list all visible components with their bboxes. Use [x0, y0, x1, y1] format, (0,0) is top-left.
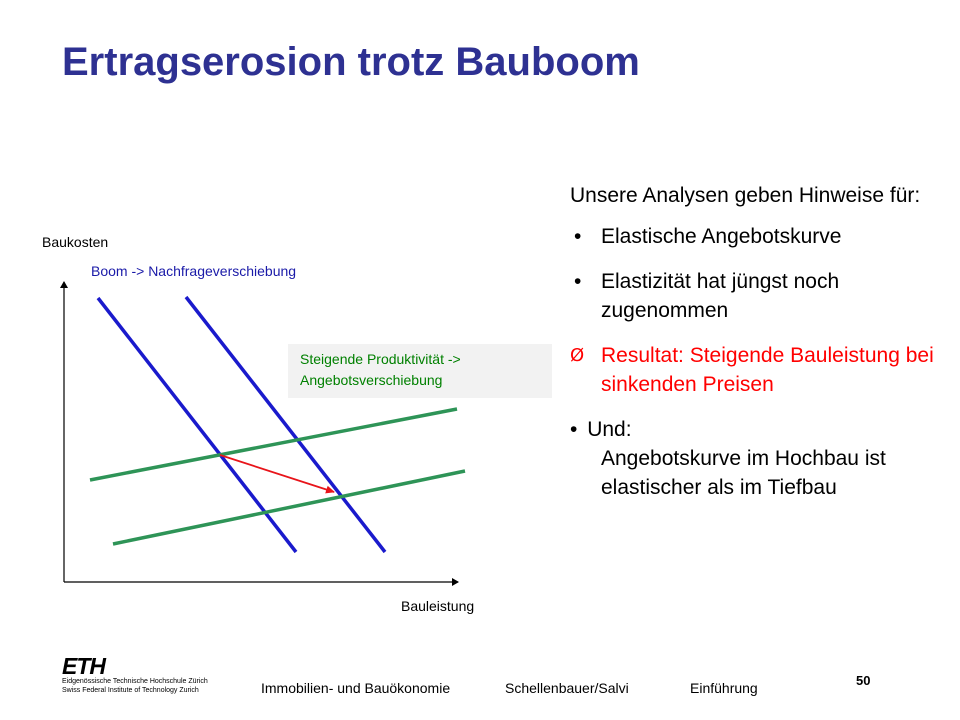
- footer-course: Immobilien- und Bauökonomie: [261, 680, 451, 696]
- equilibrium-shift-arrow: [220, 455, 334, 492]
- bullet-elasticity-increase: [570, 267, 940, 325]
- bullet-text: Resultat: Steigende Bauleistung bei sinkenden Preisen: [601, 344, 934, 396]
- supply-shift-label-line-2: Angebotsverschiebung: [300, 372, 443, 388]
- bullet-text: Elastische Angebotskurve: [601, 225, 842, 248]
- bullet-result: [570, 341, 940, 399]
- bullet-text: Elastizität hat jüngst noch zugenommen: [601, 270, 840, 322]
- demand-curve-shifted: [186, 297, 385, 552]
- analysis-intro: Unsere Analysen geben Hinweise für:: [570, 184, 921, 207]
- und-label: Und:: [587, 418, 632, 441]
- bullet-marker: •: [570, 418, 578, 441]
- bullet-elastic-supply: [570, 222, 940, 251]
- und-line: [570, 415, 940, 444]
- page-title: Ertragserosion trotz Bauboom: [62, 40, 640, 84]
- demand-shift-label: Boom -> Nachfrageverschiebung: [91, 263, 297, 279]
- footer-section: Einführung: [690, 680, 758, 696]
- supply-shift-label-line-1: Steigende Produktivität ->: [300, 351, 461, 367]
- x-axis-label: Bauleistung: [401, 598, 475, 614]
- institute-name-de: Eidgenössische Technische Hochschule Zürich: [62, 678, 208, 685]
- supply-curve-shifted: [113, 471, 465, 544]
- arrow-bullet-icon: Ø: [570, 345, 585, 366]
- eth-logo: [62, 655, 124, 677]
- eth-logo-text: ETH: [62, 655, 105, 677]
- bullet-und: [570, 415, 940, 502]
- supply-shift-label: [288, 344, 552, 398]
- page-number: 50: [856, 673, 871, 688]
- y-axis-label: Baukosten: [42, 234, 109, 250]
- bullet-marker: •: [574, 270, 582, 293]
- bullet-marker: •: [574, 225, 582, 248]
- und-text: Angebotskurve im Hochbau ist elastischer als im Tiefbau: [601, 447, 886, 499]
- eth-institute-text: [62, 677, 208, 695]
- supply-curve-original: [90, 409, 457, 480]
- institute-name-en: Swiss Federal Institute of Technology Zurich: [62, 687, 199, 694]
- analysis-text: [570, 181, 940, 502]
- footer-authors: Schellenbauer/Salvi: [505, 680, 629, 696]
